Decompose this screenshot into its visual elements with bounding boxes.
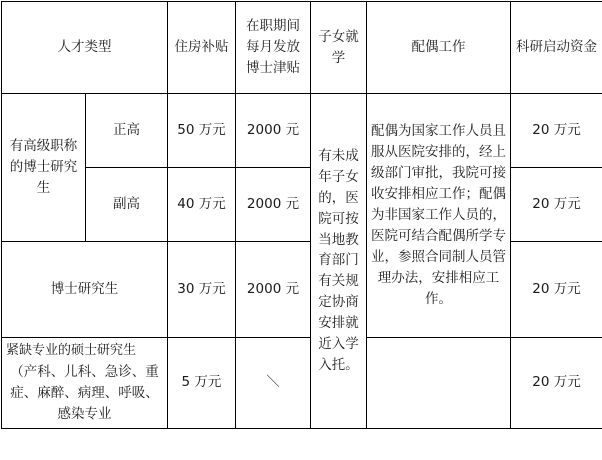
monthly-stipend-doctor: 2000 元 [236,242,311,338]
monthly-stipend-full: 2000 元 [236,94,311,168]
table-row [2,242,602,338]
housing-subsidy-master: 5 万元 [168,338,236,429]
monthly-stipend-master: ＼ [236,338,311,429]
rank-label-associate: 副高 [86,168,168,242]
research-startup-associate: 20 万元 [511,168,602,242]
master-shortage-title: 紧缺专业的硕士研究生 [6,341,163,361]
spouse-work-note: 配偶为国家工作人员且服从医院安排的，经上级部门审批，我院可接收安排相应工作；配偶为非国家工作人员的，医院可结合配偶所学专业，参照合同制人员管理办法，安排相应工作。 [367,94,511,338]
master-shortage-detail: （产科、儿科、急诊、重症、麻醉、病理、呼吸、感染专业 [10,364,159,422]
housing-subsidy-full: 50 万元 [168,94,236,168]
housing-subsidy-associate: 40 万元 [168,168,236,242]
research-startup-full: 20 万元 [511,94,602,168]
research-startup-master: 20 万元 [511,338,602,429]
research-startup-doctor: 20 万元 [511,242,602,338]
table-row [2,94,602,168]
header-children-education: 子女就学 [311,2,367,94]
group-label-master-shortage [2,338,168,429]
benefits-table-document [0,1,602,460]
header-monthly-stipend: 在职期间每月发放博士津贴 [236,2,311,94]
rank-label-full: 正高 [86,94,168,168]
monthly-stipend-associate: 2000 元 [236,168,311,242]
spouse-work-master [367,338,511,429]
header-housing-subsidy: 住房补贴 [168,2,236,94]
group-label-doctor: 博士研究生 [2,242,168,338]
group-label-senior-doctor: 有高级职称的博士研究生 [2,94,86,242]
header-talent-type: 人才类型 [2,2,168,94]
children-education-note: 有未成年子女的，医院可按当地教育部门有关规定协商安排就近入学入托。 [311,94,367,429]
table-row [2,168,602,242]
header-research-startup: 科研启动资金 [511,2,602,94]
table-row [2,338,602,429]
housing-subsidy-doctor: 30 万元 [168,242,236,338]
header-spouse-work: 配偶工作 [367,2,511,94]
benefits-table [1,1,602,429]
table-header-row [2,2,602,94]
